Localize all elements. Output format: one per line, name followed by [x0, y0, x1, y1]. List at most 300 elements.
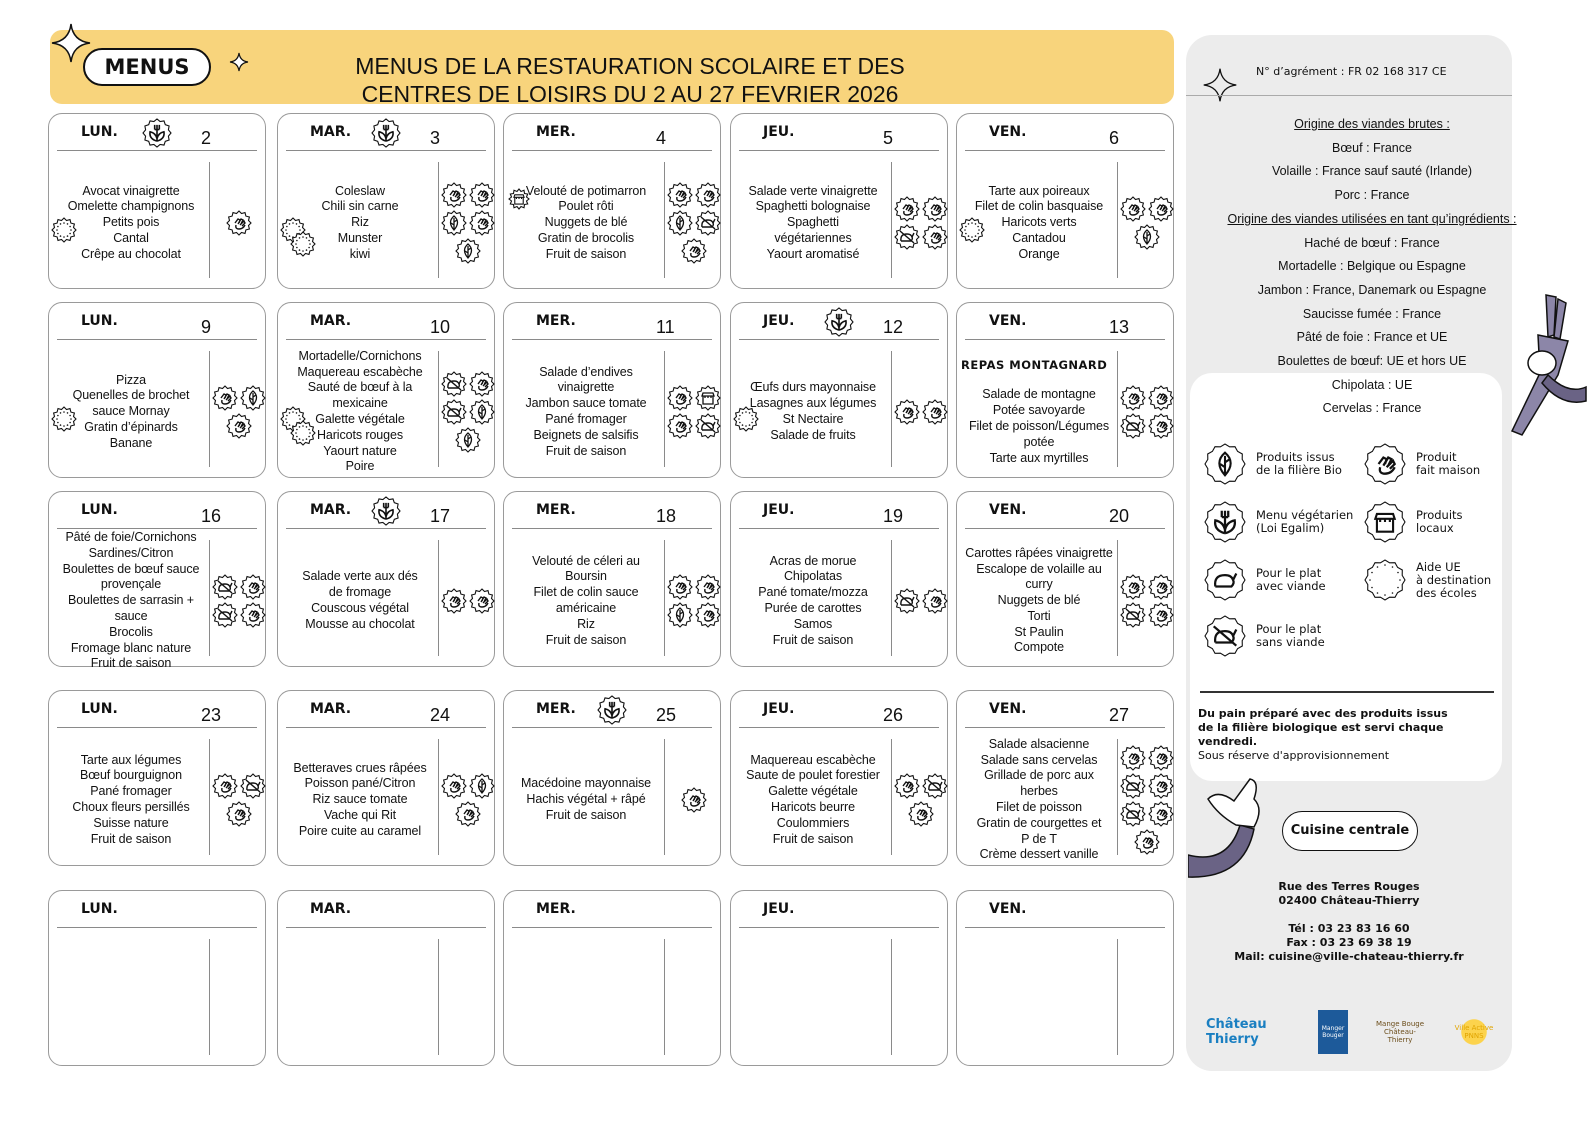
divider [57, 528, 257, 529]
legend-text: Pour le plat [1256, 566, 1322, 580]
no-chicken-icon [212, 574, 238, 600]
legend-item-maison [1364, 443, 1480, 485]
menu-item: Velouté de céleri au [532, 553, 640, 568]
menu-item: Bœuf bourguignon [80, 768, 182, 783]
no-chicken-icon [1120, 413, 1146, 439]
legend-text: de la filière Bio [1256, 463, 1342, 477]
menu-labels [1119, 353, 1175, 471]
day-card [48, 890, 266, 1066]
menu-labels [211, 741, 267, 859]
menu-item: Œufs durs mayonnaise [750, 380, 876, 395]
origin-line: Cervelas : France [1322, 401, 1422, 416]
leaf-icon [240, 385, 266, 411]
menu-item: végétariennes [774, 230, 852, 245]
logo-chateau-thierry: Château Thierry [1206, 1017, 1267, 1047]
legend-text: (Loi Egalim) [1256, 521, 1325, 535]
divider [286, 727, 486, 728]
menu-item: Boursin [565, 569, 607, 584]
plant-fork-icon [371, 496, 401, 526]
origin-line: Pâté de foie : France et UE [1296, 330, 1448, 345]
divider [512, 339, 712, 340]
menu-item: Vache qui Rit [323, 807, 397, 822]
menu-item: Pané fromager [545, 412, 627, 426]
day-label: MAR. [310, 502, 352, 518]
legend-text: fait maison [1416, 463, 1481, 477]
menu-items [53, 529, 209, 671]
no-chicken-icon [894, 588, 920, 614]
hand-icon [667, 385, 693, 411]
menu-labels [211, 542, 267, 660]
menu-item: Haricots beurre [771, 800, 855, 814]
logo-ville-active-pnns: Ville Active PNNS [1452, 1010, 1496, 1054]
menu-item: Grillade de porc aux [984, 768, 1094, 783]
menu-item: Filet de poisson/Légumes [968, 419, 1110, 433]
menu-items [735, 162, 891, 284]
day-date: 4 [656, 128, 667, 148]
day-date: 11 [656, 317, 675, 337]
hand-illustration [1188, 775, 1278, 885]
menu-item: Yaourt nature [323, 443, 397, 458]
menu-item: Haricots rouges [316, 427, 404, 442]
menu-item: Riz [577, 616, 595, 631]
divider [438, 739, 439, 855]
menu-items [53, 739, 209, 861]
legend-item-veg [1204, 501, 1353, 543]
menu-item: kiwi [349, 246, 371, 261]
hand-icon [894, 399, 920, 425]
menu-items [961, 736, 1117, 862]
day-label: MER. [536, 502, 576, 518]
address-line-1: Rue des Terres Rouges [1278, 880, 1420, 893]
hand-icon [212, 773, 238, 799]
legend-text: Produit [1416, 450, 1457, 464]
menu-item: Carottes râpées vinaigrette [965, 545, 1113, 560]
hand-icon [681, 238, 707, 264]
day-card [48, 690, 266, 866]
legend-text: Produits issus [1256, 450, 1335, 464]
menu-item: Galette végétale [315, 412, 405, 426]
menu-item: Yaourt aromatisé [766, 246, 860, 261]
divider [664, 351, 665, 467]
page-title [260, 52, 1000, 108]
day-label: JEU. [763, 124, 795, 140]
no-chicken-icon [1120, 773, 1146, 799]
origin-line: Boulettes de bœuf: UE et hors UE [1277, 354, 1467, 369]
menu-item: Saute de poulet forestier [746, 768, 880, 783]
hand-icon [1120, 745, 1146, 771]
divider [891, 739, 892, 855]
day-card [48, 491, 266, 671]
divider [664, 162, 665, 278]
menu-item: Fruit de saison [90, 831, 172, 846]
day-card [956, 113, 1174, 289]
info-panel [1186, 35, 1517, 1071]
menu-item: Nuggets de blé [997, 593, 1081, 608]
day-label: MER. [536, 901, 576, 917]
menu-item: Spaghetti [787, 215, 839, 230]
hand-icon [922, 196, 948, 222]
hand-icon [1148, 773, 1174, 799]
day-label: VEN. [989, 124, 1027, 140]
day-card [730, 890, 948, 1066]
menu-item: Salade sans cervelas [980, 752, 1098, 767]
divider [965, 150, 1165, 151]
hand-icon [1148, 385, 1174, 411]
menu-item: Tarte aux légumes [80, 752, 182, 767]
menu-items [735, 739, 891, 861]
divider [739, 528, 939, 529]
menu-labels [440, 741, 496, 859]
origin-line: Porc : France [1334, 188, 1410, 203]
hand-icon [441, 182, 467, 208]
no-chicken-icon [1204, 615, 1246, 657]
day-label: JEU. [763, 502, 795, 518]
day-label: MAR. [310, 124, 352, 140]
day-date: 2 [201, 128, 212, 148]
eu-stars-icon [959, 217, 985, 243]
hand-icon [695, 574, 721, 600]
menu-item: vinaigrette [557, 380, 615, 395]
day-date: 5 [883, 128, 894, 148]
menu-item: Poisson pané/Citron [304, 776, 416, 791]
divider [209, 739, 210, 855]
hand-icon [441, 773, 467, 799]
day-card [730, 302, 948, 478]
menu-labels [893, 542, 949, 660]
divider [438, 162, 439, 278]
menu-item: Coulommiers [776, 815, 850, 830]
menu-item: Pâté de foie/Cornichons [65, 529, 197, 544]
hand-icon [1120, 385, 1146, 411]
cuisine-centrale-label: Cuisine centrale [1282, 811, 1418, 851]
menu-item: P de T [1021, 831, 1057, 846]
menu-item: Jambon sauce tomate [525, 396, 647, 411]
day-card [277, 113, 495, 289]
day-card [277, 491, 495, 667]
hand-icon [240, 574, 266, 600]
menu-item: Compote [1013, 640, 1065, 655]
menu-item: Samos [793, 616, 833, 631]
shop-icon [695, 385, 721, 411]
hand-icon [922, 224, 948, 250]
day-card [277, 690, 495, 866]
menu-items [961, 540, 1117, 662]
leaf-icon [469, 773, 495, 799]
day-card [503, 690, 721, 866]
hand-icon [1148, 413, 1174, 439]
divider [664, 540, 665, 656]
day-date: 6 [1109, 128, 1120, 148]
divider [209, 351, 210, 467]
divider [891, 351, 892, 467]
menu-note: REPAS MONTAGNARD [961, 357, 1108, 372]
day-date: 27 [1109, 705, 1130, 725]
legend-text: Produits [1416, 508, 1463, 522]
menu-item: Couscous végétal [311, 601, 409, 615]
menu-item: Mousse au chocolat [305, 616, 415, 631]
divider [1117, 939, 1118, 1055]
hand-icon [226, 413, 252, 439]
divider [965, 528, 1165, 529]
legend-box [1190, 373, 1502, 781]
divider [965, 339, 1165, 340]
address-line-2: 02400 Château-Thierry [1278, 894, 1420, 907]
plant-fork-icon [142, 118, 172, 148]
menu-item: Haricots verts [1001, 215, 1077, 230]
day-label: LUN. [81, 124, 118, 140]
menu-item: Riz [351, 215, 369, 230]
divider [209, 939, 210, 1055]
menu-item: Tarte aux myrtilles [989, 450, 1089, 465]
menu-items [508, 939, 664, 1061]
menu-item: Pané fromager [90, 784, 172, 799]
partner-logos [1206, 1010, 1496, 1054]
hand-icon [1148, 196, 1174, 222]
menu-item: Filet de colin basquaise [974, 199, 1104, 214]
hand-icon [1364, 443, 1406, 485]
day-card [956, 690, 1174, 866]
divider [57, 727, 257, 728]
fax: Fax : 03 23 69 38 19 [1286, 936, 1412, 949]
divider [1200, 691, 1494, 693]
menu-item: Gratin de brocolis [537, 230, 635, 245]
day-label: JEU. [763, 313, 795, 329]
menu-item: Hachis végétal + râpé [526, 792, 646, 807]
contact-info [1186, 880, 1512, 964]
day-card [730, 491, 948, 667]
divider [438, 351, 439, 467]
phone: Tél : 03 23 83 16 60 [1288, 922, 1410, 935]
leaf-icon [455, 427, 481, 453]
hand-icon [455, 801, 481, 827]
sparkle-icon [1202, 67, 1238, 103]
menu-item: Chipolatas [783, 569, 843, 584]
menu-items [508, 351, 664, 473]
divider [57, 339, 257, 340]
day-card [503, 890, 721, 1066]
menu-item: Coleslaw [335, 183, 385, 198]
leaf-icon [667, 210, 693, 236]
menu-item: Salade verte aux dés [302, 569, 418, 584]
menu-item: Suisse nature [93, 815, 169, 830]
menu-item: Brocolis [109, 624, 153, 639]
menu-labels [440, 164, 496, 282]
menu-items [282, 939, 438, 1061]
day-label: MAR. [310, 313, 352, 329]
no-chicken-icon [441, 371, 467, 397]
menu-labels [893, 353, 949, 471]
divider [57, 927, 257, 928]
menu-labels [893, 164, 949, 282]
email-link[interactable]: Mail: cuisine@ville-chateau-thierry.fr [1234, 950, 1464, 963]
menu-labels [1119, 941, 1175, 1059]
menu-item: Chili sin carne [321, 199, 399, 214]
no-chicken-icon [922, 773, 948, 799]
origin-line: Jambon : France, Danemark ou Espagne [1257, 282, 1487, 297]
day-date: 12 [883, 317, 904, 337]
day-label: VEN. [989, 502, 1027, 518]
menu-item: Macédoine mayonnaise [520, 776, 652, 791]
origin-line: Chipolata : UE [1331, 377, 1413, 392]
logo-manger-bouger: Manger Bouger [1318, 1010, 1348, 1054]
legend-text: sans viande [1256, 635, 1325, 649]
menu-item: Spaghetti bolognaise [755, 199, 871, 214]
hand-icon [1120, 196, 1146, 222]
menu-item: provençale [100, 577, 162, 592]
day-card [956, 302, 1174, 478]
menu-labels [211, 164, 267, 282]
eu-stars-icon [733, 406, 759, 432]
legend-item-local [1364, 501, 1463, 543]
menu-item: Banane [109, 435, 153, 450]
menu-item: sauce [114, 608, 148, 623]
legend-text: Aide UE [1416, 559, 1461, 574]
hand-icon [469, 371, 495, 397]
menu-item: Torti [1027, 608, 1051, 623]
shop-icon [1364, 501, 1406, 543]
menu-item: Tarte aux poireaux [988, 183, 1090, 198]
leaf-icon [455, 238, 481, 264]
day-date: 25 [656, 705, 677, 725]
menu-item: Escalope de volaille au [976, 561, 1102, 576]
hand-icon [894, 196, 920, 222]
day-card [503, 302, 721, 478]
plant-fork-icon [824, 307, 854, 337]
shop-icon [508, 188, 530, 210]
divider [512, 528, 712, 529]
menu-item: Crème dessert vanille [979, 847, 1099, 862]
menu-labels [440, 353, 496, 471]
menu-labels [666, 941, 722, 1059]
day-date: 3 [430, 128, 441, 148]
hand-icon [894, 773, 920, 799]
menu-item: Fruit de saison [772, 831, 854, 846]
hand-icon [1148, 745, 1174, 771]
day-card [277, 890, 495, 1066]
no-chicken-icon [240, 773, 266, 799]
hand-icon [908, 801, 934, 827]
menu-labels [893, 941, 949, 1059]
menu-item: Cantal [113, 230, 149, 245]
no-chicken-icon [441, 399, 467, 425]
legend-text: avec viande [1256, 579, 1326, 593]
menu-item: Poire cuite au caramel [298, 823, 422, 838]
menu-labels [666, 353, 722, 471]
hand-icon [469, 182, 495, 208]
hand-icon [226, 801, 252, 827]
divider [209, 162, 210, 278]
menu-items [508, 162, 664, 284]
day-card [503, 113, 721, 289]
legend-text: Pour le plat [1256, 622, 1322, 636]
legend-text: des écoles [1416, 585, 1477, 600]
day-label: LUN. [81, 901, 118, 917]
menu-item: Purée de carottes [764, 601, 862, 615]
menu-item: Nuggets de blé [544, 215, 628, 230]
day-date: 9 [201, 317, 212, 337]
bread-line-2: de la filière biologique est servi chaque vendredi. [1198, 721, 1444, 748]
menu-labels [893, 741, 949, 859]
hand-icon [1148, 801, 1174, 827]
divider [1117, 162, 1118, 278]
menu-item: Mortadelle/Cornichons [298, 348, 422, 363]
menu-item: Salade d’endives [539, 364, 633, 379]
menu-item: Cantadou [1012, 230, 1066, 245]
menu-item: Galette végétale [768, 784, 858, 799]
menu-items [961, 351, 1117, 473]
vegetarian-menu-badge [371, 496, 401, 531]
menu-item: Fruit de saison [772, 632, 854, 647]
menu-item: potée [1023, 434, 1055, 449]
menu-labels [666, 164, 722, 282]
menu-items [961, 939, 1117, 1061]
leaf-icon [1134, 224, 1160, 250]
origin-line: Origine des viandes utilisées en tant qu’ingrédients : [1227, 211, 1517, 226]
vegetarian-menu-badge [142, 118, 172, 153]
menu-items [508, 540, 664, 662]
divider [286, 927, 486, 928]
menu-item: Potée savoyarde [992, 403, 1086, 418]
hand-icon [667, 413, 693, 439]
plant-fork-icon [1204, 501, 1246, 543]
menu-item: Fromage blanc nature [70, 640, 192, 655]
menu-labels [440, 941, 496, 1059]
header-banner [50, 30, 1174, 107]
origin-line: Haché de bœuf : France [1304, 235, 1440, 250]
day-label: JEU. [763, 701, 795, 717]
plant-fork-icon [371, 118, 401, 148]
sparkle-icon [229, 52, 249, 72]
no-chicken-icon [1120, 801, 1146, 827]
divider [965, 727, 1165, 728]
day-date: 18 [656, 506, 677, 526]
menu-item: Poulet rôti [558, 199, 614, 214]
menu-item: Maquereau escabèche [297, 364, 423, 379]
day-label: MAR. [310, 701, 352, 717]
bread-note: Sous réserve d'approvisionnement [1198, 749, 1390, 762]
menu-item: Salade alsacienne [988, 736, 1090, 751]
hand-icon [695, 602, 721, 628]
eu-stars-icon [51, 406, 77, 432]
menu-item: Sardines/Citron [88, 545, 174, 560]
menu-item: Pané tomate/mozza [758, 585, 868, 600]
divider [1117, 739, 1118, 855]
menu-item: Velouté de potimarron [525, 183, 647, 198]
origin-line: Volaille : France sauf sauté (Irlande) [1271, 164, 1473, 179]
menu-item: Betteraves crues râpées [293, 760, 427, 775]
legend-item-eu [1364, 559, 1491, 601]
hand-icon [441, 588, 467, 614]
legend-text: à destination [1416, 572, 1492, 587]
menu-items [282, 739, 438, 861]
chicken-icon [1204, 559, 1246, 601]
menu-item: Salade de montagne [982, 387, 1096, 402]
menu-item: Fruit de saison [545, 632, 627, 647]
bread-line-1: Du pain préparé avec des produits issus [1198, 707, 1448, 720]
title-line-2: CENTRES DE LOISIRS DU 2 AU 27 FEVRIER 2026 [361, 81, 899, 107]
bread-notice [1198, 707, 1502, 763]
hand-icon [1120, 574, 1146, 600]
divider [664, 739, 665, 855]
menu-labels [1119, 164, 1175, 282]
eu-stars-icon [1364, 559, 1406, 601]
divider [438, 540, 439, 656]
day-label: JEU. [763, 901, 795, 917]
menu-item: de fromage [328, 585, 392, 600]
eu-stars-icon [290, 420, 316, 446]
menu-labels [440, 542, 496, 660]
menu-items [282, 540, 438, 662]
